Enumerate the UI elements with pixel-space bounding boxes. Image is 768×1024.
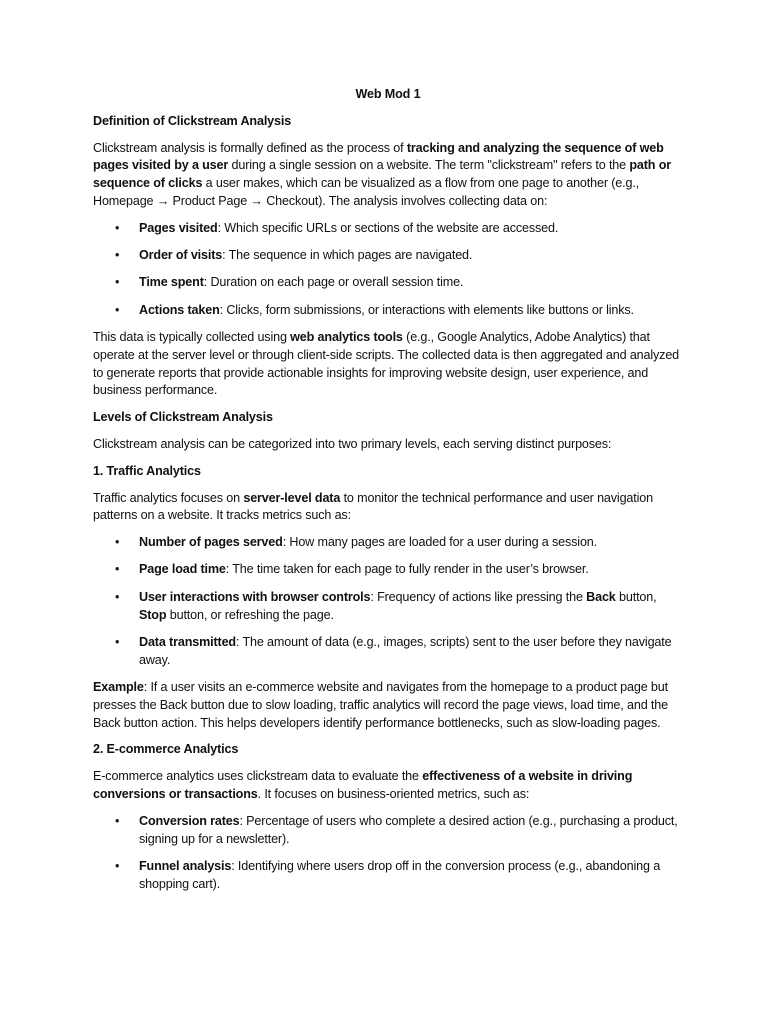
bullet-list (93, 220, 683, 320)
bold-text: Order of visits (139, 248, 223, 263)
bold-text: Page load time (139, 562, 226, 577)
list-item (93, 561, 683, 579)
document-title: Web Mod 1 (355, 87, 421, 101)
text-run: : Percentage of users who complete a desired action (e.g., purchasing a product, signing up for a newsletter). (139, 813, 678, 846)
paragraph (93, 140, 683, 211)
bullet-icon: • (115, 589, 120, 604)
bold-text: Number of pages served (139, 535, 283, 550)
list-item (93, 858, 683, 894)
list-item (93, 302, 683, 320)
bullet-icon: • (115, 220, 120, 235)
bullet-list (93, 813, 683, 894)
bold-text: Data transmitted (139, 634, 236, 649)
bold-text: Funnel analysis (139, 858, 232, 873)
paragraph (93, 490, 683, 526)
bullet-icon: • (115, 858, 120, 873)
list-item (93, 813, 683, 849)
bullet-icon: • (115, 302, 120, 317)
bold-text: Pages visited (139, 220, 218, 235)
text-run: Clickstream analysis can be categorized into two primary levels, each serving distinct purposes: (93, 436, 612, 451)
section-heading: Levels of Clickstream Analysis (93, 410, 273, 425)
text-run: : How many pages are loaded for a user during a session. (282, 535, 598, 550)
bold-text: Conversion rates (139, 813, 240, 828)
bold-text: web analytics tools (290, 329, 403, 344)
text-run: : The amount of data (e.g., images, scripts) sent to the user before they navigate away. (139, 634, 672, 667)
text-run: during a single session on a website. The term "clickstream" refers to the (228, 158, 630, 173)
list-item (93, 274, 683, 292)
bold-text: Back (586, 589, 616, 604)
section-heading: 2. E-commerce Analytics (93, 742, 239, 757)
bullet-icon: • (115, 562, 120, 577)
bold-text: tracking and analyzing the sequence of web pages visited by a user (93, 140, 664, 173)
paragraph (93, 679, 683, 732)
document-body (93, 86, 683, 903)
list-item (93, 634, 683, 670)
text-run: : If a user visits an e-commerce website and navigates from the homepage to a product page but presses the Back button due to slow loading, traffic analytics will record the page views, load time, and the Back button action. This helps developers identify performance bottlenecks, such as slow-loading pages. (93, 679, 668, 730)
bold-text: path or sequence of clicks (93, 158, 671, 191)
bold-text: Example (93, 679, 144, 694)
list-item (93, 534, 683, 552)
text-run: : The sequence in which pages are navigated. (222, 248, 473, 263)
bullet-icon: • (115, 248, 120, 263)
text-run: : Clicks, form submissions, or interactions with elements like buttons or links. (219, 302, 634, 317)
bold-text: effectiveness of a website in driving conversions or transactions (93, 769, 633, 801)
text-run: to monitor the technical performance and user navigation patterns on a website. It tracks metrics such as: (93, 490, 653, 523)
text-run: a user makes, which can be visualized as a flow from one page to another (e.g., Homepage → Product Page → Checkout). The analysis involves collecting data on: (93, 176, 640, 208)
section-heading: 1. Traffic Analytics (93, 463, 201, 478)
text-run: button, (615, 589, 657, 604)
bold-text: User interactions with browser controls (139, 589, 371, 604)
text-run: E-commerce analytics uses clickstream data to evaluate the (93, 769, 423, 784)
text-run: : The time taken for each page to fully render in the user’s browser. (225, 562, 589, 577)
document-blocks (93, 113, 683, 894)
text-run: : Which specific URLs or sections of the website are accessed. (217, 220, 559, 235)
text-run: Traffic analytics focuses on (93, 490, 244, 505)
bold-text: Time spent (139, 275, 204, 290)
section-heading: Definition of Clickstream Analysis (93, 113, 292, 128)
text-run: (e.g., Google Analytics, Adobe Analytics) that operate at the server level or through client-side scripts. The collected data is then aggregated and analyzed to generate reports that provide actionable insights for improving website design, user experience, and business performance. (93, 329, 680, 398)
bold-text: Stop (139, 607, 167, 622)
text-run: button, or refreshing the page. (166, 607, 334, 622)
paragraph (93, 329, 683, 400)
text-run: . It focuses on business-oriented metrics, such as: (257, 786, 530, 801)
text-run: : Identifying where users drop off in the conversion process (e.g., abandoning a shopping cart). (139, 858, 661, 891)
bullet-icon: • (115, 634, 120, 649)
paragraph (93, 768, 683, 804)
bullet-icon: • (115, 535, 120, 550)
paragraph (93, 436, 683, 454)
bullet-icon: • (115, 275, 120, 290)
bullet-icon: • (115, 813, 120, 828)
text-run: This data is typically collected using (93, 329, 291, 344)
list-item (93, 589, 683, 625)
bold-text: Actions taken (139, 302, 220, 317)
text-run: Clickstream analysis is formally defined as the process of (93, 140, 407, 155)
list-item (93, 247, 683, 265)
text-run: : Frequency of actions like pressing the (370, 589, 587, 604)
bullet-list (93, 534, 683, 669)
list-item (93, 220, 683, 238)
text-run: : Duration on each page or overall session time. (203, 275, 464, 290)
bold-text: server-level data (243, 490, 341, 505)
